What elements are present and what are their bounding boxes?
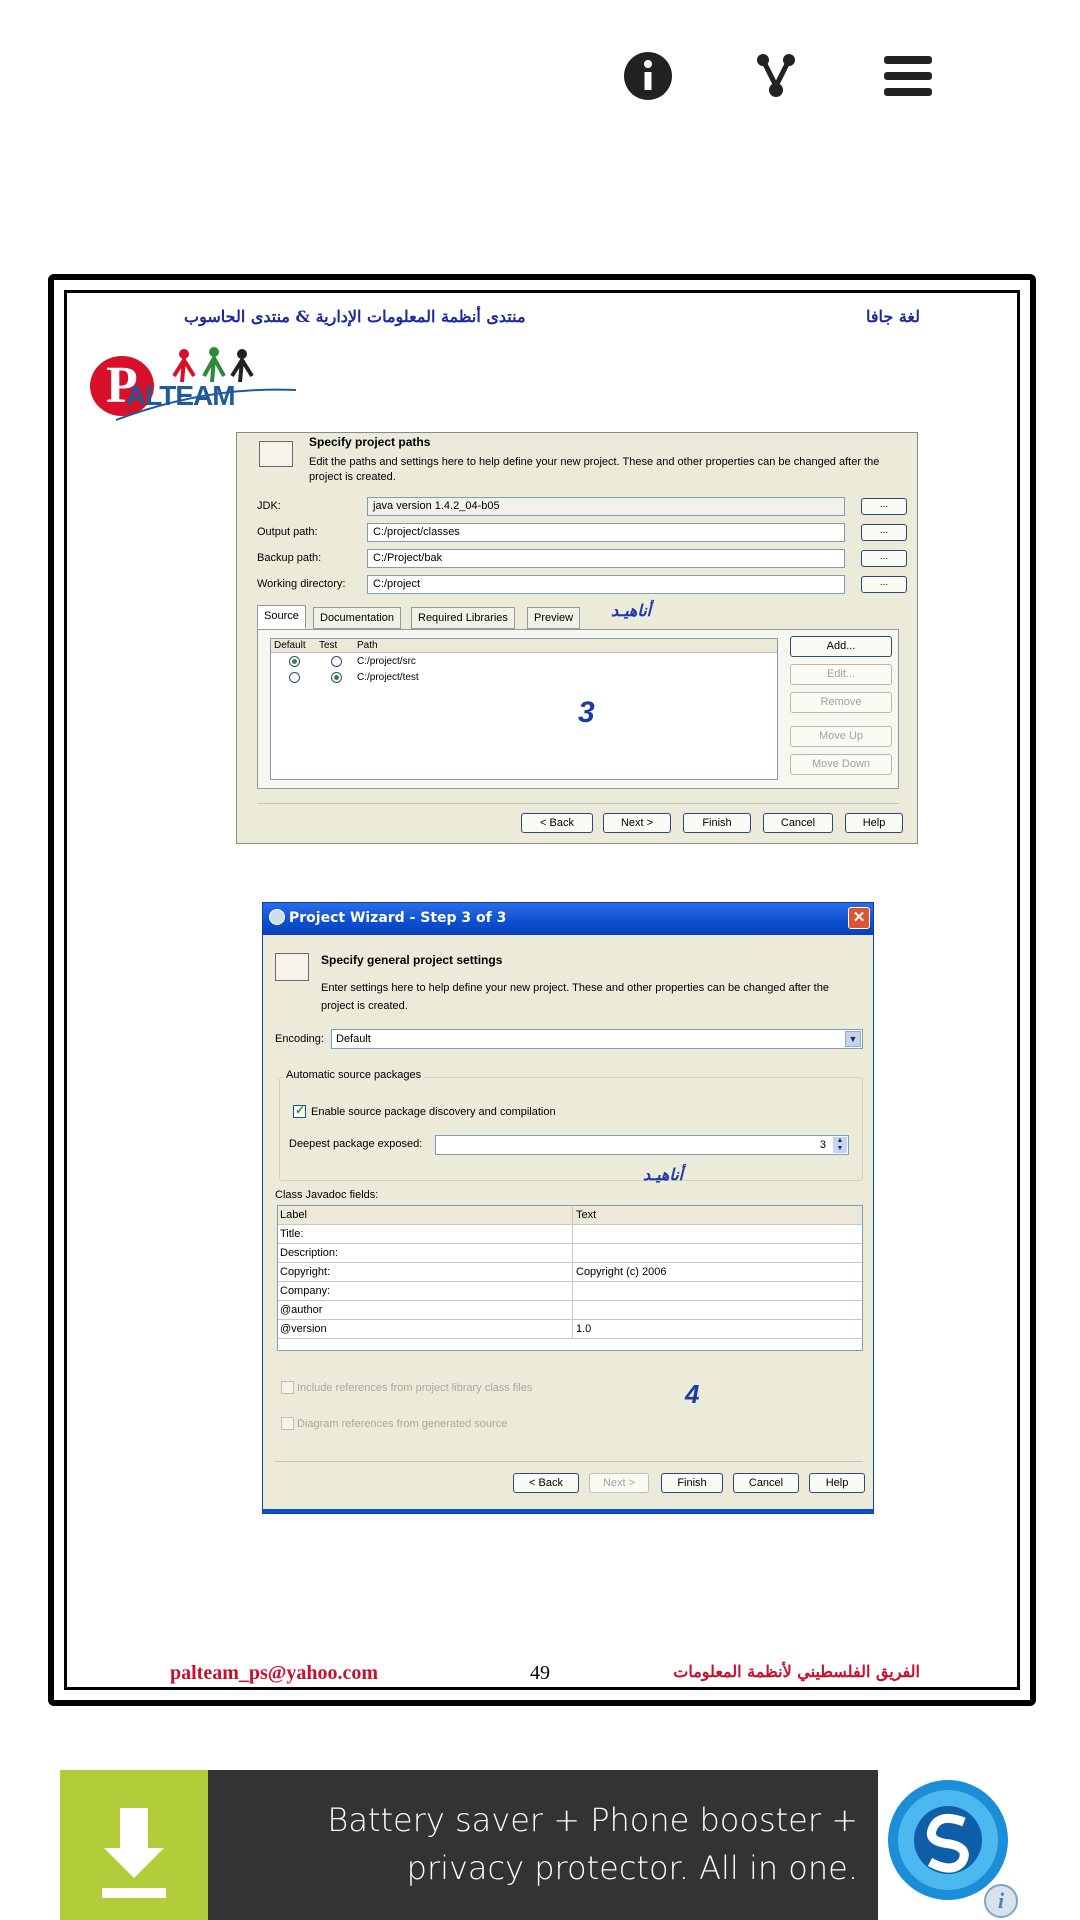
field-text[interactable]: 1.0	[576, 1323, 592, 1335]
path-cell: C:/project/test	[357, 672, 419, 683]
backup-path-browse-button[interactable]: ...	[861, 550, 907, 567]
enable-discovery-checkbox[interactable]	[293, 1105, 306, 1118]
back-button[interactable]: < Back	[521, 813, 593, 833]
arabic-author-note: أناهيـد	[643, 1165, 684, 1184]
ad-banner[interactable]	[60, 1770, 1020, 1920]
output-path-row	[257, 523, 897, 543]
cancel-button[interactable]: Cancel	[763, 813, 833, 833]
project-wizard-dialog	[262, 902, 874, 1514]
test-radio[interactable]	[331, 672, 342, 683]
table-row[interactable]	[278, 1244, 862, 1263]
wizard-header-icon	[275, 953, 309, 981]
field-label: Company:	[280, 1285, 331, 1297]
working-directory-field[interactable]: C:/project	[367, 575, 845, 594]
dialog-title: Specify project paths	[309, 435, 431, 449]
jdk-label: JDK:	[257, 500, 281, 512]
help-button[interactable]: Help	[809, 1473, 865, 1493]
table-row[interactable]	[278, 1301, 862, 1320]
dialog-title: Specify general project settings	[321, 953, 503, 967]
default-radio[interactable]	[289, 656, 300, 667]
automatic-source-packages-group	[279, 1077, 863, 1181]
field-label: Copyright:	[280, 1266, 331, 1278]
enable-discovery-label: Enable source package discovery and compilation	[311, 1106, 556, 1118]
javadoc-fields-table[interactable]	[277, 1205, 863, 1351]
diagram-references-checkbox[interactable]	[281, 1417, 294, 1430]
tab-preview[interactable]: Preview	[527, 607, 580, 629]
arabic-author-note: أناهيـد	[611, 601, 652, 620]
path-list-header	[271, 639, 777, 653]
chevron-down-icon[interactable]: ▼	[845, 1031, 861, 1047]
backup-path-label: Backup path:	[257, 552, 322, 564]
header-course-title: لغة جافا	[865, 307, 920, 326]
field-text[interactable]: Copyright (c) 2006	[576, 1266, 667, 1278]
ad-text[interactable]: Battery saver + Phone booster + privacy protector. All in one.	[327, 1801, 858, 1887]
working-directory-label: Working directory:	[257, 578, 346, 590]
deepest-package-spinner[interactable]	[435, 1135, 849, 1155]
window-titlebar[interactable]	[263, 903, 873, 935]
window-bottom-border	[263, 1509, 873, 1513]
logo-text: ALTEAM	[126, 380, 235, 411]
include-references-checkbox[interactable]	[281, 1381, 294, 1394]
field-label: Title:	[280, 1228, 304, 1240]
logo-letter: P	[106, 357, 138, 414]
tab-source[interactable]: Source	[257, 605, 306, 629]
wizard-window-icon	[269, 909, 285, 925]
next-button[interactable]: Next >	[603, 813, 671, 833]
field-label: @version	[280, 1323, 327, 1335]
backup-path-field[interactable]: C:/Project/bak	[367, 549, 845, 568]
spinner-arrows-icon[interactable]: ▲ ▼	[833, 1137, 847, 1153]
divider	[275, 1461, 863, 1462]
cancel-button[interactable]: Cancel	[733, 1473, 799, 1493]
javadoc-fields-label: Class Javadoc fields:	[275, 1189, 379, 1201]
tab-required-libraries[interactable]: Required Libraries	[411, 607, 515, 629]
header-path: Path	[357, 640, 378, 651]
footer-email: palteam_ps@yahoo.com	[170, 1662, 379, 1684]
test-radio[interactable]	[331, 656, 342, 667]
step-number-label: 3	[578, 696, 595, 729]
output-path-label: Output path:	[257, 526, 318, 538]
info-icon[interactable]	[620, 48, 676, 104]
table-row[interactable]	[271, 655, 777, 669]
step-number-label: 4	[685, 1379, 700, 1409]
remove-button[interactable]: Remove	[790, 692, 892, 713]
working-directory-browse-button[interactable]: ...	[861, 576, 907, 593]
header-test: Test	[319, 640, 338, 651]
field-label: Description:	[280, 1247, 339, 1259]
page-number: 49	[530, 1662, 550, 1684]
hamburger-menu-icon[interactable]	[880, 48, 936, 104]
table-row[interactable]	[278, 1225, 862, 1244]
encoding-label: Encoding:	[275, 1033, 324, 1045]
divider	[257, 803, 899, 804]
encoding-value: Default	[336, 1033, 371, 1045]
group-label: Automatic source packages	[283, 1069, 424, 1081]
field-label: @author	[280, 1304, 323, 1316]
dialog-description: Edit the paths and settings here to help define your new project. These and other properties can be changed after the project is created.	[309, 456, 880, 483]
jdk-row	[257, 497, 897, 517]
finish-button[interactable]: Finish	[683, 813, 751, 833]
table-row[interactable]	[271, 671, 777, 685]
table-header-row	[278, 1206, 862, 1225]
footer-team-name: الفريق الفلسطيني لأنظمة المعلومات	[673, 1662, 920, 1681]
header-forum-names: منتدى أنظمة المعلومات الإدارية & منتدى الحاسوب	[184, 307, 526, 326]
working-directory-row	[257, 575, 897, 595]
wizard-header-icon	[259, 441, 293, 467]
ad-info-icon[interactable]: i	[984, 1884, 1018, 1918]
jdk-browse-button[interactable]: ...	[861, 498, 907, 515]
window-title: Project Wizard - Step 3 of 3	[289, 910, 507, 926]
diagram-references-label: Diagram references from generated source	[297, 1418, 508, 1430]
next-button[interactable]: Next >	[589, 1473, 649, 1493]
move-down-button[interactable]: Move Down	[790, 754, 892, 775]
source-path-list[interactable]	[270, 638, 778, 780]
table-row[interactable]	[278, 1263, 862, 1282]
download-icon	[60, 1770, 208, 1920]
download-button[interactable]	[60, 1770, 208, 1920]
tab-documentation[interactable]: Documentation	[313, 607, 401, 629]
help-button[interactable]: Help	[845, 813, 903, 833]
back-button[interactable]: < Back	[513, 1473, 579, 1493]
table-row[interactable]	[278, 1282, 862, 1301]
project-paths-dialog	[236, 432, 918, 844]
dialog-description: Enter settings here to help define your new project. These and other properties can be changed after the project is created.	[321, 982, 829, 1012]
header-label: Label	[280, 1209, 307, 1221]
deepest-package-value: 3	[819, 1139, 826, 1151]
encoding-select[interactable]	[331, 1029, 863, 1049]
move-up-button[interactable]: Move Up	[790, 726, 892, 747]
source-tab-panel	[257, 629, 899, 789]
path-cell: C:/project/src	[357, 656, 416, 667]
finish-button[interactable]: Finish	[661, 1473, 723, 1493]
backup-path-row	[257, 549, 897, 569]
add-button[interactable]: Add...	[790, 636, 892, 657]
deepest-package-label: Deepest package exposed:	[289, 1138, 423, 1150]
close-icon[interactable]: ✕	[848, 907, 870, 929]
jdk-field[interactable]: java version 1.4.2_04-b05	[367, 497, 845, 516]
ad-app-image[interactable]	[878, 1770, 1020, 1920]
edit-button[interactable]: Edit...	[790, 664, 892, 685]
header-default: Default	[274, 640, 306, 651]
share-icon[interactable]	[748, 48, 804, 104]
output-path-browse-button[interactable]: ...	[861, 524, 907, 541]
include-references-label: Include references from project library class files	[297, 1382, 533, 1394]
table-row[interactable]	[278, 1320, 862, 1339]
output-path-field[interactable]: C:/project/classes	[367, 523, 845, 542]
default-radio[interactable]	[289, 672, 300, 683]
header-text: Text	[576, 1209, 597, 1221]
